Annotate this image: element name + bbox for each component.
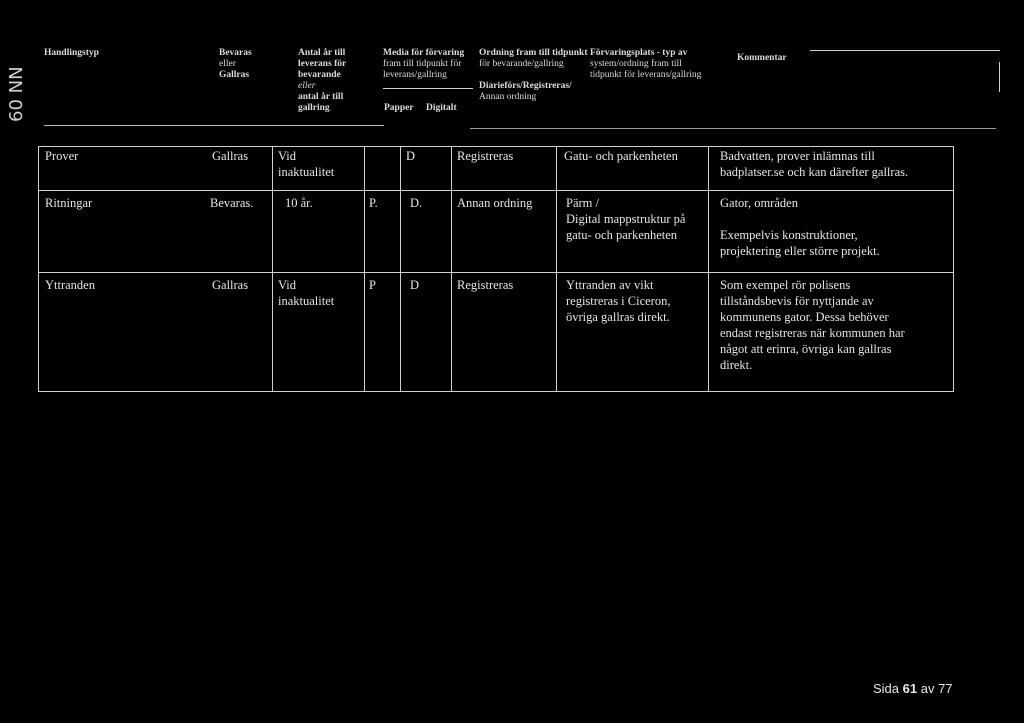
row-kommentar: Badvatten, prover inlämnas till badplatser.se och kan därefter gallras.: [720, 149, 909, 179]
row-kommentar: Gator, områden Exempelvis konstruktioner, projektering eller större projekt.: [720, 196, 880, 258]
header-bevaras: Bevaras eller Gallras: [219, 48, 252, 80]
row-typ: Yttranden: [45, 278, 95, 292]
row-forvaring: Pärm / Digital mappstruktur på gatu- och parkenheten: [566, 196, 686, 242]
header-media-divider: [383, 88, 473, 89]
header-right-edge: [999, 62, 1000, 92]
row-bevaras: Gallras: [212, 149, 249, 163]
header-media: Media för förvaring fram till tidpunkt för leverans/gallring: [383, 48, 465, 80]
row-typ: Prover: [45, 149, 79, 163]
row-ordning: Registreras: [457, 278, 514, 292]
row-ordning: Registreras: [457, 149, 514, 163]
col-divider-kommentar: [708, 146, 709, 392]
header-kommentar: Kommentar: [737, 53, 787, 63]
header-forvaring: Förvaringsplats - typ av system/ordning fram till tidpunkt för leverans/gallring: [590, 48, 702, 80]
header-bottom-rule: [44, 125, 384, 126]
row-kommentar: Som exempel rör polisens tillståndsbevis för nyttjande av kommunens gator. Dessa behöver endast registreras när kommunen har något att erinra, övriga kan gallras direkt.: [720, 278, 905, 372]
header-papper: Papper: [384, 103, 414, 113]
table-bottom-border: [38, 391, 954, 392]
row-typ: Ritningar: [45, 196, 93, 210]
row-digitalt: D: [410, 278, 420, 292]
col-divider-papper: [364, 146, 365, 392]
margin-handwriting: 60 NN: [6, 66, 27, 122]
row-antal: 10 år.: [285, 196, 313, 210]
col-divider-antal: [272, 146, 273, 392]
col-divider-ordning: [451, 146, 452, 392]
row-antal: Vid inaktualitet: [278, 149, 335, 179]
header-ordning: Ordning fram till tidpunkt för bevarande/gallring: [479, 48, 588, 69]
row-divider-2: [38, 272, 954, 273]
row-digitalt: D: [406, 149, 416, 163]
row-digitalt: D.: [410, 196, 423, 210]
header-handlingstyp: Handlingstyp: [44, 48, 99, 58]
row-forvaring: Gatu- och parkenheten: [564, 149, 678, 163]
row-papper: P.: [369, 196, 378, 210]
row-antal: Vid inaktualitet: [278, 278, 335, 308]
col-divider-digitalt: [400, 146, 401, 392]
header-bottom-rule-2: [470, 128, 996, 129]
header-antal-ar: Antal år till leverans för bevarande eller antal år till gallring: [298, 48, 347, 113]
col-divider-forvaring: [556, 146, 557, 392]
header-top-rule: [810, 50, 1000, 51]
row-ordning: Annan ordning: [457, 196, 533, 210]
header-ordning-types: Diarieförs/Registreras/ Annan ordning: [479, 81, 572, 102]
table-top-border: [38, 146, 954, 147]
table-left-border: [38, 146, 39, 392]
table-right-border: [953, 146, 954, 392]
page-number: Sida 61 av 77: [873, 681, 953, 696]
header-digitalt: Digitalt: [426, 103, 457, 113]
row-bevaras: Bevaras.: [210, 196, 254, 210]
row-divider-1: [38, 190, 954, 191]
row-papper: P: [369, 278, 376, 292]
row-bevaras: Gallras: [212, 278, 249, 292]
row-forvaring: Yttranden av vikt registreras i Ciceron, övriga gallras direkt.: [566, 278, 671, 324]
